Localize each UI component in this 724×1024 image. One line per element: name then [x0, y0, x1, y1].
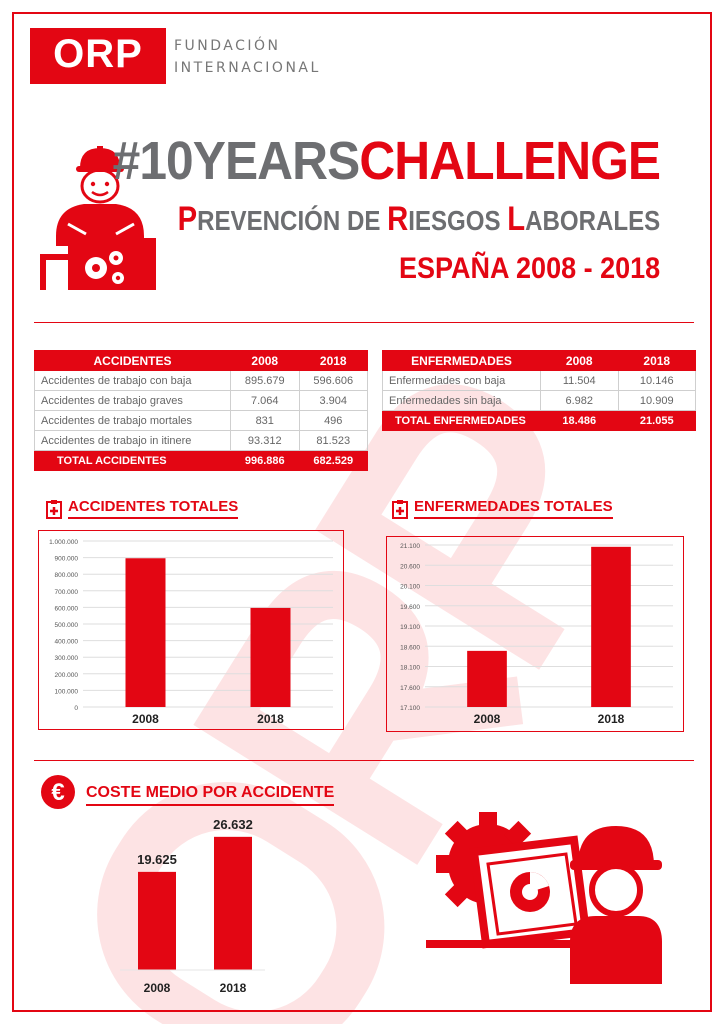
cost-chart-heading [40, 774, 334, 810]
y-tick-label: 400.000 [54, 638, 78, 646]
headline-subtitle [177, 200, 660, 239]
subtitle-rest-l: ABORALES [524, 205, 660, 236]
row-value-2008: 831 [231, 411, 300, 431]
row-value-2008: 895.679 [231, 371, 300, 391]
worker-laptop-gear-icon [426, 812, 666, 984]
accidents-chart-heading [46, 498, 238, 519]
diseases-header-2008: 2008 [541, 351, 619, 371]
bar-2008 [126, 558, 166, 707]
accidents-header-2008: 2008 [231, 351, 300, 371]
cost-chart-title: COSTE MEDIO POR ACCIDENTE [86, 784, 334, 806]
row-label: Accidentes de trabajo in itinere [35, 431, 231, 451]
svg-text:€: € [51, 779, 65, 806]
x-tick-label: 2008 [132, 712, 159, 726]
row-label: Accidentes de trabajo mortales [35, 411, 231, 431]
row-value-2018: 596.606 [299, 371, 368, 391]
row-value-2008: 6.982 [541, 391, 619, 411]
divider-bottom [34, 760, 694, 761]
clipboard-medical-icon [392, 499, 408, 519]
row-value-2008: 93.312 [231, 431, 300, 451]
row-value-2018: 3.904 [299, 391, 368, 411]
table-row [35, 371, 368, 391]
x-tick-label: 2008 [473, 712, 501, 726]
y-tick-label: 18.600 [400, 644, 420, 652]
diseases-chart-heading [392, 498, 613, 519]
y-tick-label: 19.600 [400, 603, 420, 611]
row-value-2018: 81.523 [299, 431, 368, 451]
x-tick-label: 2018 [257, 712, 284, 726]
subtitle-rest-r: IESGOS [407, 205, 508, 236]
table-row [35, 411, 368, 431]
table-row [383, 391, 696, 411]
row-value-2018: 10.909 [618, 391, 696, 411]
y-tick-label: 20.600 [400, 563, 420, 571]
data-label: 19.625 [137, 851, 177, 867]
bar-2008 [138, 872, 176, 970]
row-value-2018: 10.146 [618, 371, 696, 391]
diseases-chart-box [386, 536, 684, 732]
table-row [35, 431, 368, 451]
table-row [35, 391, 368, 411]
x-tick-label: 2008 [143, 981, 171, 995]
total-row [383, 411, 696, 431]
total-value-2018: 682.529 [299, 451, 368, 471]
y-tick-label: 800.000 [54, 572, 78, 580]
x-tick-label: 2018 [597, 712, 625, 726]
y-tick-label: 900.000 [54, 555, 78, 563]
clipboard-medical-icon [46, 499, 62, 519]
brand-line-1: FUNDACIÓN [174, 38, 281, 54]
divider-top [34, 322, 694, 323]
total-row [35, 451, 368, 471]
subtitle-cap-r: R [386, 200, 408, 238]
accidents-chart-box [38, 530, 344, 730]
headline-challenge [112, 130, 660, 192]
diseases-header-2018: 2018 [618, 351, 696, 371]
y-tick-label: 17.100 [400, 705, 420, 712]
row-value-2008: 11.504 [541, 371, 619, 391]
x-tick-label: 2018 [219, 981, 247, 995]
row-label: Accidentes de trabajo con baja [35, 371, 231, 391]
total-label: TOTAL ACCIDENTES [35, 451, 231, 471]
headline-region: ESPAÑA 2008 - 2018 [398, 252, 660, 285]
y-tick-label: 19.100 [400, 624, 420, 631]
y-tick-label: 0 [74, 705, 78, 712]
orp-logo [30, 28, 166, 84]
brand-line-2: INTERNACIONAL [174, 60, 321, 76]
subtitle-cap-p: P [177, 200, 197, 238]
logo-text: ORP [53, 32, 143, 76]
y-tick-label: 600.000 [54, 605, 78, 613]
accidents-chart-title: ACCIDENTES TOTALES [68, 498, 238, 519]
y-tick-label: 700.000 [54, 588, 78, 596]
diseases-table [382, 350, 696, 431]
y-tick-label: 17.600 [400, 684, 420, 692]
row-label: Enfermedades con baja [383, 371, 541, 391]
row-label: Enfermedades sin baja [383, 391, 541, 411]
accidents-table [34, 350, 368, 471]
accidents-header: ACCIDENTES [35, 351, 231, 371]
subtitle-cap-l: L [507, 200, 525, 238]
total-value-2008: 996.886 [231, 451, 300, 471]
accidents-header-2018: 2018 [299, 351, 368, 371]
y-tick-label: 200.000 [54, 671, 78, 679]
data-label: 26.632 [213, 816, 253, 832]
diseases-header: ENFERMEDADES [383, 351, 541, 371]
bar-2008 [467, 651, 507, 707]
row-value-2008: 7.064 [231, 391, 300, 411]
cost-bar-chart [110, 812, 270, 1002]
headline-gray: #10YEARS [112, 131, 360, 191]
y-tick-label: 1.000.000 [49, 539, 78, 546]
euro-icon [40, 774, 76, 810]
subtitle-rest-p: REVENCIÓN DE [196, 205, 387, 236]
total-value-2008: 18.486 [541, 411, 619, 431]
total-value-2018: 21.055 [618, 411, 696, 431]
y-tick-label: 18.100 [400, 664, 420, 672]
total-label: TOTAL ENFERMEDADES [383, 411, 541, 431]
y-tick-label: 500.000 [54, 622, 78, 629]
bar-2018 [214, 837, 252, 970]
bar-2018 [591, 547, 631, 707]
y-tick-label: 20.100 [400, 583, 420, 591]
row-value-2018: 496 [299, 411, 368, 431]
row-label: Accidentes de trabajo graves [35, 391, 231, 411]
diseases-chart-title: ENFERMEDADES TOTALES [414, 498, 613, 519]
diseases-bar-chart [387, 537, 683, 731]
bar-2018 [251, 608, 291, 707]
y-tick-label: 21.100 [400, 543, 420, 550]
y-tick-label: 100.000 [54, 688, 78, 696]
accidents-bar-chart [39, 531, 343, 729]
table-row [383, 371, 696, 391]
y-tick-label: 300.000 [54, 655, 78, 663]
headline-red: CHALLENGE [359, 131, 660, 191]
